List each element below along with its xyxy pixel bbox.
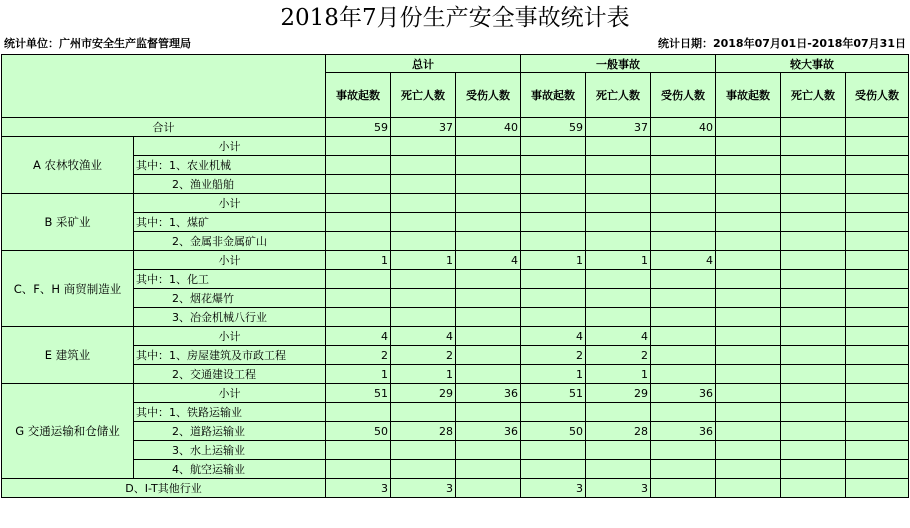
subcategory-label: 3、水上运输业 [134, 441, 326, 460]
value-cell [716, 403, 781, 422]
table-row [2, 270, 909, 289]
subcategory-label: 小计 [134, 137, 326, 156]
value-cell [391, 270, 456, 289]
value-cell [651, 289, 716, 308]
table-row [2, 441, 909, 460]
value-cell [846, 327, 909, 346]
value-cell [651, 213, 716, 232]
value-cell [326, 270, 391, 289]
value-cell [846, 137, 909, 156]
value-cell [391, 213, 456, 232]
value-cell: 29 [586, 384, 651, 403]
group-header-major: 较大事故 [716, 55, 909, 73]
value-cell [651, 460, 716, 479]
value-cell [521, 194, 586, 213]
value-cell [586, 175, 651, 194]
category-label: A 农林牧渔业 [2, 137, 134, 194]
value-cell [326, 156, 391, 175]
value-cell [781, 441, 846, 460]
value-cell: 1 [586, 251, 651, 270]
total-row [2, 118, 909, 137]
value-cell [781, 479, 846, 498]
value-cell [846, 346, 909, 365]
value-cell [521, 441, 586, 460]
value-cell [651, 194, 716, 213]
subcategory-label: 4、航空运输业 [134, 460, 326, 479]
value-cell [846, 403, 909, 422]
value-cell [846, 289, 909, 308]
value-cell [651, 156, 716, 175]
column-header: 事故起数 [326, 73, 391, 118]
value-cell [651, 270, 716, 289]
value-cell: 28 [586, 422, 651, 441]
value-cell [521, 175, 586, 194]
value-cell [716, 327, 781, 346]
table-row [2, 213, 909, 232]
value-cell [521, 403, 586, 422]
value-cell [456, 308, 521, 327]
value-cell [651, 175, 716, 194]
value-cell [781, 156, 846, 175]
value-cell [586, 156, 651, 175]
value-cell: 36 [651, 384, 716, 403]
subcategory-label: 其中：1、房屋建筑及市政工程 [134, 346, 326, 365]
table-row [2, 327, 909, 346]
value-cell [391, 137, 456, 156]
value-cell [586, 194, 651, 213]
value-cell [326, 460, 391, 479]
value-cell [586, 137, 651, 156]
value-cell [586, 308, 651, 327]
total-label: 合计 [2, 118, 326, 137]
value-cell [521, 308, 586, 327]
value-cell [846, 232, 909, 251]
value-cell [716, 422, 781, 441]
value-cell [456, 232, 521, 251]
value-cell [716, 441, 781, 460]
value-cell [781, 118, 846, 137]
value-cell [456, 441, 521, 460]
value-cell [456, 213, 521, 232]
column-header: 事故起数 [521, 73, 586, 118]
value-cell: 4 [326, 327, 391, 346]
value-cell [716, 384, 781, 403]
column-header: 事故起数 [716, 73, 781, 118]
value-cell [456, 460, 521, 479]
subcategory-label: 其中：1、农业机械 [134, 156, 326, 175]
value-cell [586, 403, 651, 422]
value-cell [456, 346, 521, 365]
value-cell: 50 [326, 422, 391, 441]
subcategory-label: 3、冶金机械八行业 [134, 308, 326, 327]
table-row [2, 308, 909, 327]
value-cell [781, 384, 846, 403]
value-cell: 59 [326, 118, 391, 137]
value-cell [521, 232, 586, 251]
value-cell [781, 270, 846, 289]
value-cell [781, 232, 846, 251]
value-cell: 3 [391, 479, 456, 498]
value-cell [846, 251, 909, 270]
value-cell [716, 175, 781, 194]
value-cell [846, 479, 909, 498]
value-cell: 1 [391, 365, 456, 384]
value-cell [716, 137, 781, 156]
subcategory-label: 2、金属非金属矿山 [134, 232, 326, 251]
table-row [2, 194, 909, 213]
value-cell [326, 289, 391, 308]
group-header-general: 一般事故 [521, 55, 716, 73]
value-cell [586, 213, 651, 232]
value-cell: 3 [586, 479, 651, 498]
value-cell [846, 175, 909, 194]
value-cell [456, 327, 521, 346]
header-row-groups [2, 55, 909, 73]
value-cell [716, 213, 781, 232]
value-cell: 59 [521, 118, 586, 137]
value-cell [716, 289, 781, 308]
table-row [2, 251, 909, 270]
group-header-total: 总计 [326, 55, 521, 73]
value-cell [716, 460, 781, 479]
value-cell [716, 118, 781, 137]
table-row [2, 384, 909, 403]
value-cell [846, 194, 909, 213]
value-cell: 4 [521, 327, 586, 346]
value-cell: 29 [391, 384, 456, 403]
value-cell [456, 194, 521, 213]
value-cell: 50 [521, 422, 586, 441]
column-header: 死亡人数 [586, 73, 651, 118]
column-header: 死亡人数 [781, 73, 846, 118]
value-cell [586, 232, 651, 251]
value-cell: 37 [391, 118, 456, 137]
column-header: 受伤人数 [651, 73, 716, 118]
value-cell [586, 270, 651, 289]
subcategory-label: 2、道路运输业 [134, 422, 326, 441]
value-cell [781, 365, 846, 384]
value-cell [326, 213, 391, 232]
value-cell [326, 403, 391, 422]
table-row [2, 175, 909, 194]
value-cell [846, 118, 909, 137]
value-cell [651, 137, 716, 156]
value-cell [781, 308, 846, 327]
subcategory-label: 小计 [134, 194, 326, 213]
value-cell [391, 156, 456, 175]
value-cell [456, 175, 521, 194]
value-cell [391, 175, 456, 194]
header-corner-cell [2, 55, 326, 118]
value-cell [651, 308, 716, 327]
value-cell [521, 270, 586, 289]
value-cell [716, 270, 781, 289]
value-cell [521, 460, 586, 479]
value-cell: 36 [651, 422, 716, 441]
value-cell: 2 [391, 346, 456, 365]
value-cell: 40 [456, 118, 521, 137]
value-cell [716, 156, 781, 175]
value-cell [716, 232, 781, 251]
value-cell [781, 460, 846, 479]
value-cell: 4 [586, 327, 651, 346]
value-cell [391, 308, 456, 327]
value-cell [326, 175, 391, 194]
value-cell [781, 422, 846, 441]
value-cell [781, 175, 846, 194]
value-cell: 2 [326, 346, 391, 365]
table-row [2, 156, 909, 175]
value-cell: 1 [326, 365, 391, 384]
value-cell [716, 346, 781, 365]
value-cell: 51 [521, 384, 586, 403]
value-cell [716, 365, 781, 384]
value-cell [586, 289, 651, 308]
value-cell: 1 [521, 251, 586, 270]
value-cell [586, 441, 651, 460]
subcategory-label: 小计 [134, 327, 326, 346]
value-cell: 4 [456, 251, 521, 270]
value-cell [651, 365, 716, 384]
value-cell [716, 251, 781, 270]
table-row [2, 422, 909, 441]
value-cell [846, 460, 909, 479]
category-label: C、F、H 商贸制造业 [2, 251, 134, 327]
value-cell: 36 [456, 384, 521, 403]
table-row [2, 137, 909, 156]
page-title: 2018年7月份生产安全事故统计表 [280, 5, 630, 31]
value-cell [651, 479, 716, 498]
subcategory-label: 其中：1、铁路运输业 [134, 403, 326, 422]
value-cell [651, 441, 716, 460]
subcategory-label: 2、交通建设工程 [134, 365, 326, 384]
column-header: 死亡人数 [391, 73, 456, 118]
value-cell [781, 137, 846, 156]
value-cell [391, 441, 456, 460]
value-cell [391, 194, 456, 213]
value-cell [326, 194, 391, 213]
value-cell [521, 213, 586, 232]
value-cell: 51 [326, 384, 391, 403]
value-cell [651, 403, 716, 422]
value-cell [846, 384, 909, 403]
other-industries-label: D、I-T其他行业 [2, 479, 326, 498]
statistics-date: 统计日期：2018年07月01日-2018年07月31日 [657, 37, 906, 50]
value-cell [326, 137, 391, 156]
value-cell: 1 [326, 251, 391, 270]
value-cell [846, 422, 909, 441]
value-cell [846, 213, 909, 232]
value-cell [456, 479, 521, 498]
table-row [2, 365, 909, 384]
value-cell [456, 365, 521, 384]
value-cell [651, 327, 716, 346]
value-cell: 37 [586, 118, 651, 137]
value-cell [846, 308, 909, 327]
value-cell: 28 [391, 422, 456, 441]
value-cell [521, 289, 586, 308]
value-cell [456, 289, 521, 308]
value-cell [456, 403, 521, 422]
category-label: E 建筑业 [2, 327, 134, 384]
subcategory-label: 2、烟花爆竹 [134, 289, 326, 308]
value-cell [716, 308, 781, 327]
value-cell [391, 289, 456, 308]
value-cell [781, 251, 846, 270]
other-industries-row [2, 479, 909, 498]
value-cell: 1 [521, 365, 586, 384]
value-cell [456, 270, 521, 289]
value-cell [716, 194, 781, 213]
value-cell [651, 346, 716, 365]
value-cell [781, 403, 846, 422]
value-cell: 3 [521, 479, 586, 498]
value-cell [456, 156, 521, 175]
value-cell: 4 [391, 327, 456, 346]
value-cell [846, 365, 909, 384]
value-cell: 1 [586, 365, 651, 384]
value-cell [391, 403, 456, 422]
value-cell: 4 [651, 251, 716, 270]
subcategory-label: 2、渔业船舶 [134, 175, 326, 194]
value-cell: 2 [521, 346, 586, 365]
value-cell [781, 346, 846, 365]
table-row [2, 460, 909, 479]
value-cell: 1 [391, 251, 456, 270]
value-cell [846, 156, 909, 175]
table-row [2, 289, 909, 308]
table-row [2, 403, 909, 422]
value-cell [846, 441, 909, 460]
subcategory-label: 小计 [134, 384, 326, 403]
value-cell [521, 137, 586, 156]
value-cell: 2 [586, 346, 651, 365]
value-cell [326, 441, 391, 460]
value-cell [391, 460, 456, 479]
value-cell [521, 156, 586, 175]
subcategory-label: 小计 [134, 251, 326, 270]
value-cell [391, 232, 456, 251]
value-cell [456, 137, 521, 156]
value-cell: 36 [456, 422, 521, 441]
value-cell: 3 [326, 479, 391, 498]
table-row [2, 346, 909, 365]
value-cell [781, 194, 846, 213]
value-cell [716, 479, 781, 498]
category-label: G 交通运输和仓储业 [2, 384, 134, 479]
value-cell [651, 232, 716, 251]
value-cell [781, 213, 846, 232]
value-cell [781, 289, 846, 308]
value-cell [586, 460, 651, 479]
value-cell: 40 [651, 118, 716, 137]
category-label: B 采矿业 [2, 194, 134, 251]
accident-statistics-table [1, 54, 909, 498]
value-cell [846, 270, 909, 289]
value-cell [781, 327, 846, 346]
value-cell [326, 232, 391, 251]
column-header: 受伤人数 [456, 73, 521, 118]
subcategory-label: 其中：1、煤矿 [134, 213, 326, 232]
subcategory-label: 其中：1、化工 [134, 270, 326, 289]
value-cell [326, 308, 391, 327]
column-header: 受伤人数 [846, 73, 909, 118]
table-row [2, 232, 909, 251]
statistics-unit: 统计单位：广州市安全生产监督管理局 [4, 37, 191, 50]
